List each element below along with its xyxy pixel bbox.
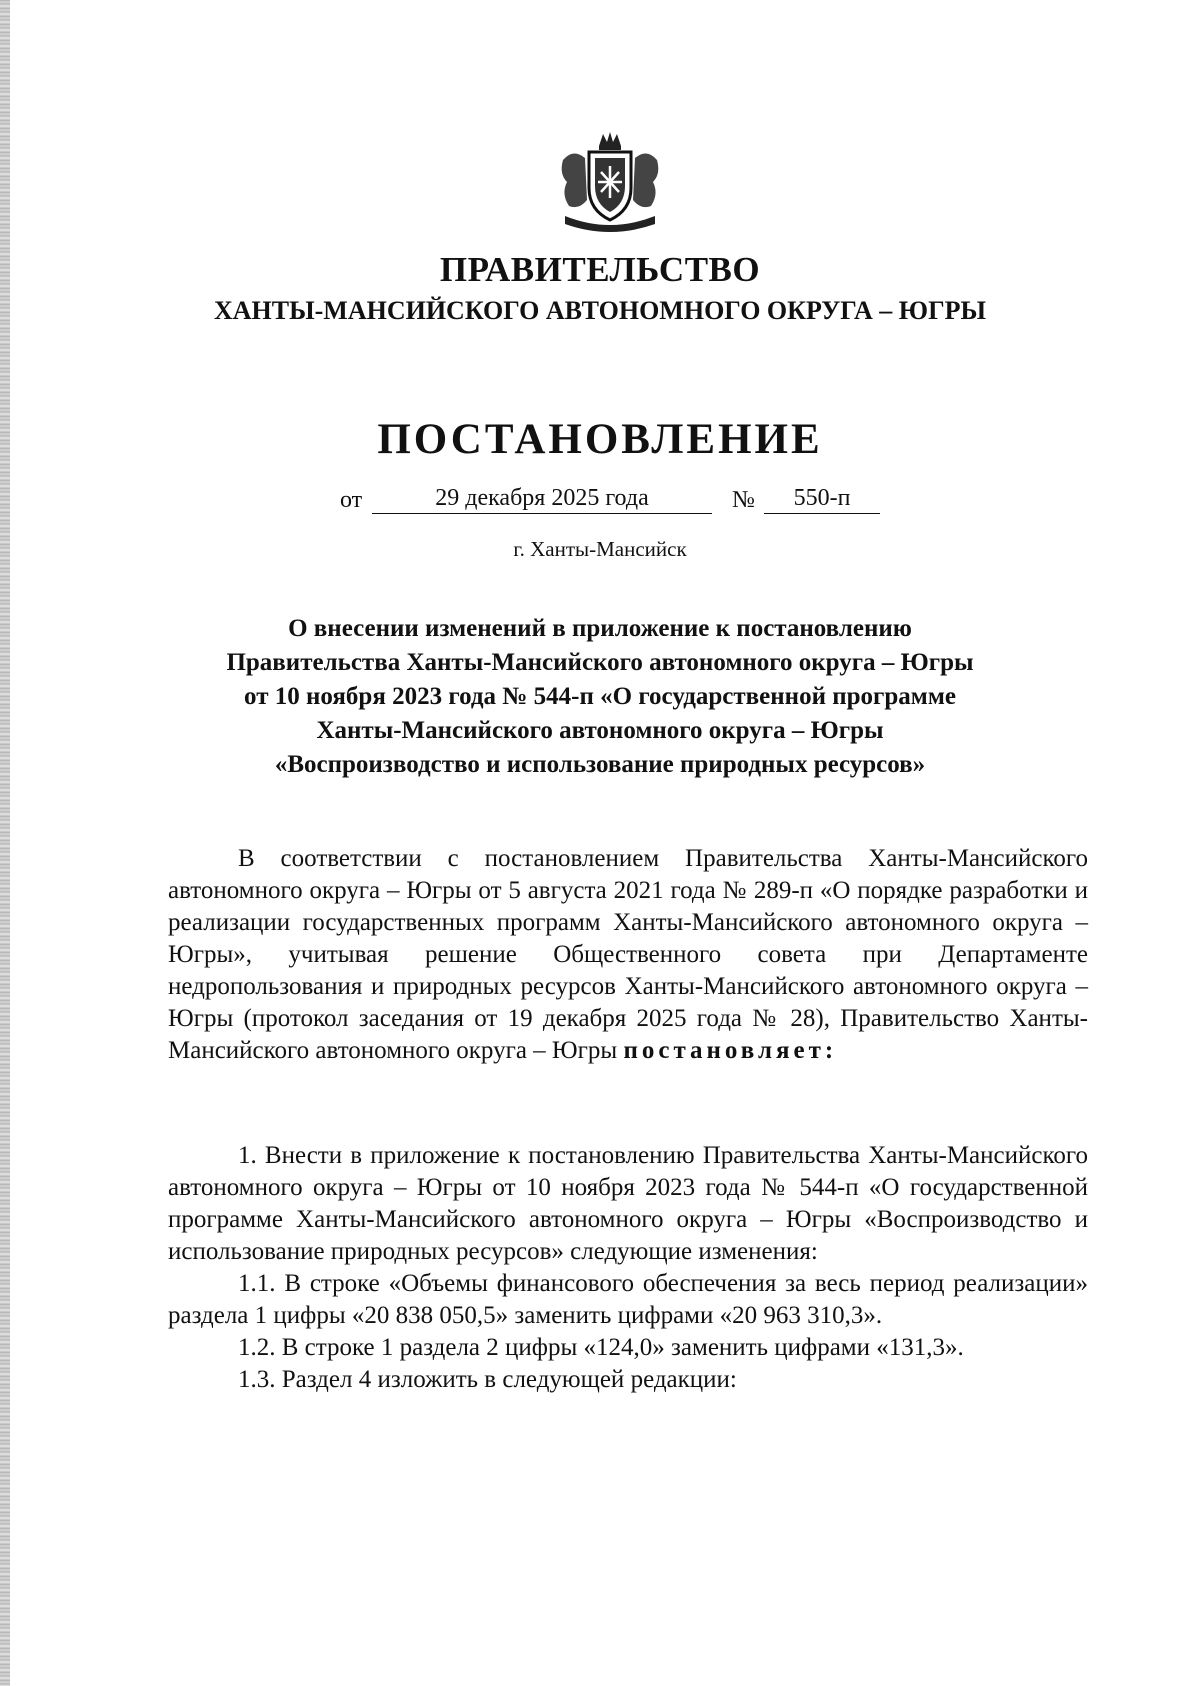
date-prefix: от xyxy=(340,487,363,513)
date-number-line xyxy=(340,485,900,519)
subject-line: Ханты-Мансийского автономного округа – Югры xyxy=(316,717,884,744)
subject-line: О внесении изменений в приложение к постановлению xyxy=(288,615,912,642)
document-number: 550-п xyxy=(764,485,880,514)
preamble-paragraph xyxy=(168,843,1088,1067)
subject-line: Правительства Ханты-Мансийского автономного округа – Югры xyxy=(226,649,974,676)
list-item: 1.2. В строке 1 раздела 2 цифры «124,0» заменить цифрами «131,3». xyxy=(238,1334,964,1361)
resolution-items xyxy=(168,1140,1088,1396)
subject-line: «Воспроизводство и использование природных ресурсов» xyxy=(274,751,926,778)
resolves-word: постановляет: xyxy=(623,1037,838,1064)
preamble-text: В соответствии с постановлением Правительства Ханты-Мансийского автономного округа – Югры от 5 августа 2021 года № 289-п «О порядке разработки и реализации государственных программ Ханты-Мансийского автономного округа – Югры», учитывая решение Общественного совета при Департаменте недропользования и природных ресурсов Ханты-Мансийского автономного округа – Югры (протокол заседания от 19 декабря 2025 года № 28), Правительство Ханты-Мансийского автономного округа – Югры xyxy=(168,845,1088,1064)
city: г. Ханты-Мансийск xyxy=(513,537,687,561)
number-sign: № xyxy=(732,487,755,513)
coat-of-arms-icon xyxy=(555,130,665,236)
list-item: 1.3. Раздел 4 изложить в следующей редакции: xyxy=(238,1366,737,1393)
government-title: ПРАВИТЕЛЬСТВО xyxy=(439,250,761,289)
list-item: 1. Внести в приложение к постановлению Правительства Ханты-Мансийского автономного округа – Югры от 10 ноября 2023 года № 544-п «О государственной программе Ханты-Мансийского автономного округа – Югры «Воспроизводство и использование природных ресурсов» следующие изменения: xyxy=(168,1142,1088,1265)
subject-line: от 10 ноября 2023 года № 544-п «О государственной программе xyxy=(244,683,956,710)
list-item: 1.1. В строке «Объемы финансового обеспечения за весь период реализации» раздела 1 цифры «20 838 050,5» заменить цифрами «20 963 310,3». xyxy=(168,1270,1088,1329)
document-subject xyxy=(180,612,1020,782)
document-date: 29 декабря 2025 года xyxy=(372,485,712,514)
government-subtitle: ХАНТЫ-МАНСИЙСКОГО АВТОНОМНОГО ОКРУГА – ЮГРЫ xyxy=(213,296,987,325)
document-type: ПОСТАНОВЛЕНИЕ xyxy=(377,416,823,463)
